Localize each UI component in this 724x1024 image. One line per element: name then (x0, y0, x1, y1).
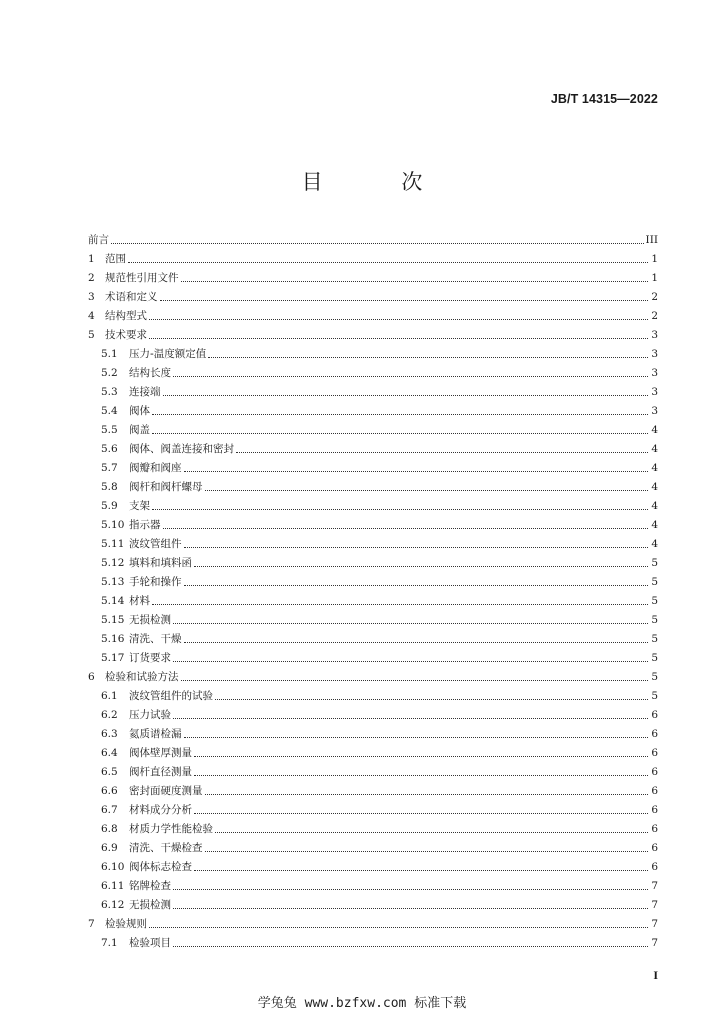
toc-entry-label: 订货要求 (129, 652, 171, 664)
toc-entry-label: 结构长度 (129, 367, 171, 379)
toc-entry-label: 材质力学性能检验 (129, 823, 213, 835)
toc-entry[interactable] (88, 703, 658, 722)
dot-leader (173, 717, 648, 719)
dot-leader (111, 242, 644, 244)
toc-entry-label: 规范性引用文件 (105, 272, 179, 284)
dot-leader (194, 869, 648, 871)
toc-entry[interactable] (88, 475, 658, 494)
toc-entry-number: 6.1 (101, 690, 118, 702)
toc-entry-label: 无损检测 (129, 614, 171, 626)
toc-entry-number: 6.2 (101, 709, 118, 721)
toc-entry-page: 3 (651, 405, 658, 417)
toc-entry[interactable] (88, 228, 658, 247)
toc-entry-number: 5.10 (101, 519, 125, 531)
toc-entry-number: 5.14 (101, 595, 125, 607)
toc-entry-page: 6 (651, 728, 658, 740)
toc-entry[interactable] (88, 456, 658, 475)
toc-entry-page: 6 (651, 804, 658, 816)
toc-entry[interactable] (88, 893, 658, 912)
dot-leader (184, 641, 649, 643)
toc-entry[interactable] (88, 874, 658, 893)
standard-number: JB/T 14315—2022 (550, 92, 658, 106)
toc-entry[interactable] (88, 323, 658, 342)
toc-entry-number: 5.3 (101, 386, 118, 398)
toc-entry-page: 6 (651, 747, 658, 759)
toc-entry[interactable] (88, 722, 658, 741)
dot-leader (236, 451, 648, 453)
dot-leader (184, 736, 649, 738)
toc-entry-page: 7 (651, 937, 658, 949)
toc-entry-page: 4 (651, 481, 658, 493)
dot-leader (194, 565, 648, 567)
toc-entry[interactable] (88, 855, 658, 874)
toc-entry-label: 填料和填料函 (129, 557, 192, 569)
dot-leader (208, 356, 648, 358)
dot-leader (205, 489, 649, 491)
toc-entry-label: 检验和试验方法 (105, 671, 179, 683)
toc-entry-page: 5 (651, 557, 658, 569)
toc-entry[interactable] (88, 912, 658, 931)
toc-entry[interactable] (88, 570, 658, 589)
toc-entry-label: 阀瓣和阀座 (129, 462, 182, 474)
toc-entry-label: 连接端 (129, 386, 161, 398)
toc-entry-number: 5.2 (101, 367, 118, 379)
toc-entry-number: 2 (88, 272, 95, 284)
toc-entry-page: 7 (651, 918, 658, 930)
toc-entry[interactable] (88, 247, 658, 266)
toc-entry-page: 4 (651, 500, 658, 512)
toc-entry-page: 3 (651, 329, 658, 341)
toc-entry[interactable] (88, 304, 658, 323)
toc-entry-page: 2 (651, 291, 658, 303)
toc-entry-label: 范围 (105, 253, 126, 265)
dot-leader (173, 375, 648, 377)
toc-entry-page: 5 (651, 690, 658, 702)
dot-leader (181, 280, 649, 282)
toc-entry-number: 5.5 (101, 424, 118, 436)
toc-entry-page: 6 (651, 861, 658, 873)
toc-entry-label: 材料成分分析 (129, 804, 192, 816)
toc-entry-page: 6 (651, 823, 658, 835)
toc-entry-label: 检验规则 (105, 918, 147, 930)
dot-leader (149, 318, 648, 320)
toc-entry-number: 5.9 (101, 500, 118, 512)
toc-entry[interactable] (88, 589, 658, 608)
toc-entry[interactable] (88, 418, 658, 437)
toc-entry-number: 6.6 (101, 785, 118, 797)
toc-entry-number: 6.9 (101, 842, 118, 854)
dot-leader (149, 337, 648, 339)
toc-entry-page: 5 (651, 671, 658, 683)
toc-entry-page: 4 (651, 538, 658, 550)
toc-entry-label: 清洗、干燥检查 (129, 842, 203, 854)
toc-entry-page: 5 (651, 652, 658, 664)
toc-entry-page: III (645, 234, 658, 246)
toc-entry[interactable] (88, 931, 658, 950)
toc-entry-label: 氦质谱检漏 (129, 728, 182, 740)
dot-leader (215, 831, 648, 833)
toc-entry-label: 无损检测 (129, 899, 171, 911)
toc-entry-page: 7 (651, 880, 658, 892)
dot-leader (128, 261, 648, 263)
toc-entry-page: 5 (651, 633, 658, 645)
toc-entry-label: 术语和定义 (105, 291, 158, 303)
dot-leader (205, 793, 649, 795)
toc-entry[interactable] (88, 399, 658, 418)
dot-leader (184, 584, 649, 586)
dot-leader (181, 679, 649, 681)
dot-leader (194, 774, 648, 776)
dot-leader (152, 603, 648, 605)
toc-entry-number: 5.17 (101, 652, 125, 664)
dot-leader (173, 945, 648, 947)
dot-leader (194, 812, 648, 814)
toc-entry-number: 6.3 (101, 728, 118, 740)
toc-entry[interactable] (88, 285, 658, 304)
toc-entry-number: 5.16 (101, 633, 125, 645)
toc-entry-page: 5 (651, 614, 658, 626)
toc-entry-number: 5.4 (101, 405, 118, 417)
toc-entry[interactable] (88, 779, 658, 798)
dot-leader (152, 413, 648, 415)
toc-entry-label: 手轮和操作 (129, 576, 182, 588)
toc-entry-number: 5.13 (101, 576, 125, 588)
toc-entry[interactable] (88, 551, 658, 570)
toc-entry[interactable] (88, 608, 658, 627)
toc-entry[interactable] (88, 380, 658, 399)
toc-entry[interactable] (88, 437, 658, 456)
dot-leader (215, 698, 648, 700)
toc-entry-label: 阀杆直径测量 (129, 766, 192, 778)
toc-entry-label: 阀体壁厚测量 (129, 747, 192, 759)
toc-entry-number: 6.5 (101, 766, 118, 778)
toc-entry[interactable] (88, 494, 658, 513)
toc-entry-number: 5.11 (101, 538, 125, 550)
dot-leader (163, 394, 649, 396)
toc-entry-page: 6 (651, 766, 658, 778)
toc-entry-number: 6 (88, 671, 95, 683)
toc-entry-number: 7 (88, 918, 95, 930)
toc-entry[interactable] (88, 798, 658, 817)
toc-entry-number: 7.1 (101, 937, 118, 949)
toc-entry-number: 6.11 (101, 880, 125, 892)
toc-entry-label: 指示器 (129, 519, 161, 531)
toc-entry-label: 波纹管组件 (129, 538, 182, 550)
toc-entry-page: 2 (651, 310, 658, 322)
toc-entry-label: 技术要求 (105, 329, 147, 341)
toc-entry-label: 铭牌检查 (129, 880, 171, 892)
toc-entry-number: 5.12 (101, 557, 125, 569)
toc-entry-number: 6.12 (101, 899, 125, 911)
toc-entry[interactable] (88, 741, 658, 760)
toc-entry-label: 支架 (129, 500, 150, 512)
dot-leader (149, 926, 648, 928)
dot-leader (173, 660, 648, 662)
page-folio: I (653, 968, 658, 982)
toc-entry[interactable] (88, 760, 658, 779)
toc-entry[interactable] (88, 627, 658, 646)
toc-entry-page: 4 (651, 462, 658, 474)
toc-entry-number: 5.15 (101, 614, 125, 626)
toc-entry-label: 检验项目 (129, 937, 171, 949)
dot-leader (194, 755, 648, 757)
dot-leader (184, 470, 649, 472)
toc-entry-number: 5.7 (101, 462, 118, 474)
toc-entry-label: 清洗、干燥 (129, 633, 182, 645)
dot-leader (205, 850, 649, 852)
toc-entry-label: 材料 (129, 595, 150, 607)
toc-entry-page: 6 (651, 785, 658, 797)
toc-entry-page: 4 (651, 443, 658, 455)
toc-entry[interactable] (88, 684, 658, 703)
toc-entry-label: 波纹管组件的试验 (129, 690, 213, 702)
toc-entry-label: 阀盖 (129, 424, 150, 436)
toc-entry-page: 5 (651, 576, 658, 588)
toc-entry-number: 1 (88, 253, 95, 265)
toc-entry-label: 密封面硬度测量 (129, 785, 203, 797)
toc-entry[interactable] (88, 836, 658, 855)
toc-entry-page: 3 (651, 348, 658, 360)
dot-leader (173, 622, 648, 624)
toc-entry-page: 1 (651, 253, 658, 265)
toc-entry-label: 压力试验 (129, 709, 171, 721)
toc-entry-number: 5.6 (101, 443, 118, 455)
toc-entry-number: 5.8 (101, 481, 118, 493)
toc-entry-label: 压力-温度额定值 (129, 348, 207, 360)
toc-entry-label: 阀杆和阀杆螺母 (129, 481, 203, 493)
toc-entry-number: 6.10 (101, 861, 125, 873)
toc-entry-number: 6.8 (101, 823, 118, 835)
toc-entry-page: 6 (651, 842, 658, 854)
toc-entry[interactable] (88, 342, 658, 361)
dot-leader (160, 299, 649, 301)
toc-entry-number: 5 (88, 329, 95, 341)
watermark-text: 学兔兔 www.bzfxw.com 标准下载 (257, 996, 467, 1011)
toc-entry-page: 4 (651, 519, 658, 531)
dot-leader (152, 432, 648, 434)
toc-entry[interactable] (88, 817, 658, 836)
toc-entry[interactable] (88, 513, 658, 532)
dot-leader (163, 527, 649, 529)
toc-entry-label: 阀体、阀盖连接和密封 (129, 443, 234, 455)
dot-leader (173, 907, 648, 909)
toc-entry-number: 6.4 (101, 747, 118, 759)
table-of-contents (88, 228, 658, 950)
toc-entry-page: 1 (651, 272, 658, 284)
toc-entry-number: 4 (88, 310, 95, 322)
page-title: 目 次 (301, 170, 459, 194)
toc-entry-page: 3 (651, 386, 658, 398)
toc-entry[interactable] (88, 646, 658, 665)
toc-entry-page: 4 (651, 424, 658, 436)
dot-leader (173, 888, 648, 890)
toc-entry-page: 7 (651, 899, 658, 911)
toc-entry[interactable] (88, 532, 658, 551)
toc-entry-page: 3 (651, 367, 658, 379)
toc-entry-number: 6.7 (101, 804, 118, 816)
toc-entry-label: 结构型式 (105, 310, 147, 322)
toc-entry-number: 5.1 (101, 348, 118, 360)
toc-entry-label: 前言 (88, 234, 109, 246)
toc-entry[interactable] (88, 665, 658, 684)
toc-entry[interactable] (88, 266, 658, 285)
dot-leader (184, 546, 649, 548)
toc-entry-page: 5 (651, 595, 658, 607)
toc-entry-label: 阀体标志检查 (129, 861, 192, 873)
toc-entry-number: 3 (88, 291, 95, 303)
toc-entry-label: 阀体 (129, 405, 150, 417)
dot-leader (152, 508, 648, 510)
toc-entry[interactable] (88, 361, 658, 380)
toc-entry-page: 6 (651, 709, 658, 721)
